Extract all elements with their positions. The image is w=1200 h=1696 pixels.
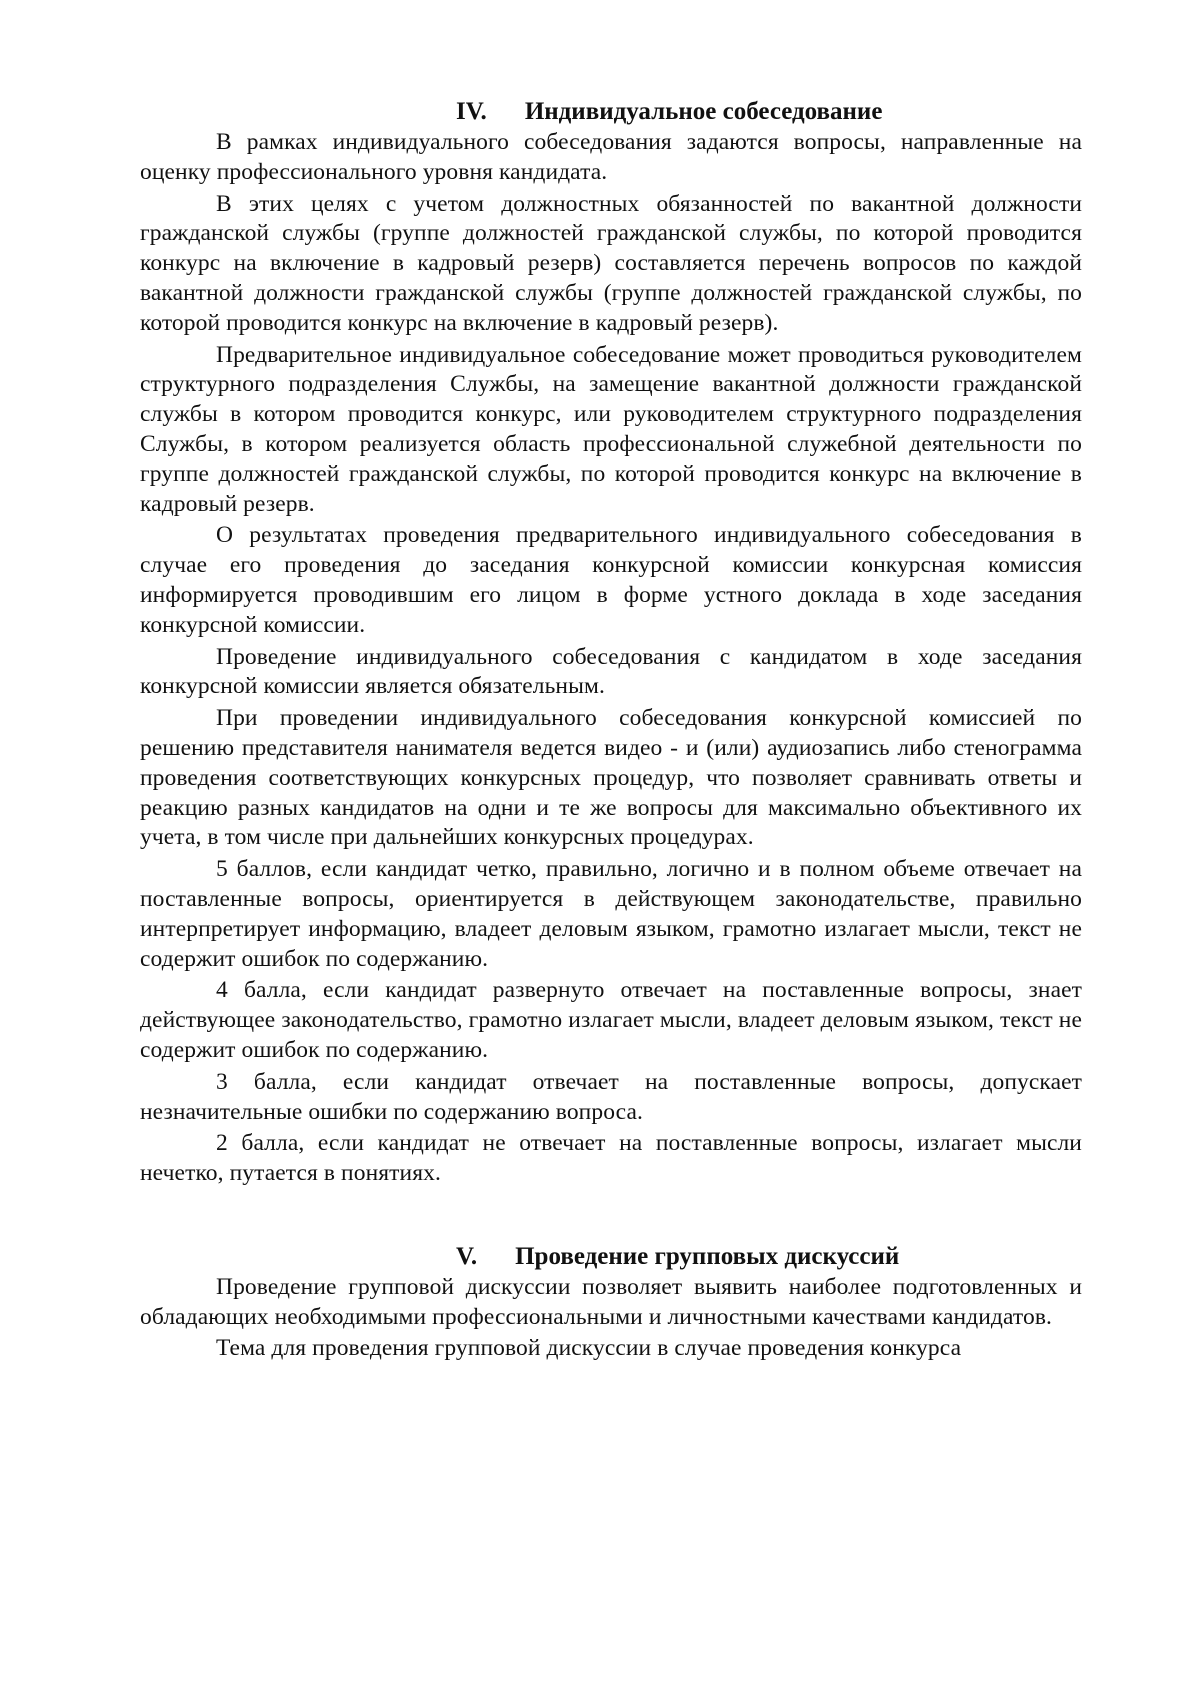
paragraph: О результатах проведения предварительного индивидуального собеседования в случае его проведения до заседания конкурсной комиссии конкурсная комиссия информируется проводившим его лицом в форме устного доклада в ходе заседания конкурсной комиссии. <box>140 522 1082 638</box>
section-4-heading <box>140 96 1082 128</box>
paragraph: Проведение групповой дискуссии позволяет выявить наиболее подготовленных и обладающих необходимыми профессиональными и личностными качествами кандидатов. <box>140 1273 1082 1330</box>
section-5-number: V. <box>456 1242 478 1270</box>
section-4-number: IV. <box>456 98 487 125</box>
paragraph: Тема для проведения групповой дискуссии в случае проведения конкурса <box>216 1335 962 1362</box>
score-2-paragraph: 2 балла, если кандидат не отвечает на поставленные вопросы, излагает мысли нечетко, путается в понятиях. <box>140 1130 1082 1187</box>
score-4-paragraph: 4 балла, если кандидат развернуто отвечает на поставленные вопросы, знает действующее законодательство, грамотно излагает мысли, владеет деловым языком, текст не содержит ошибок по содержанию. <box>140 977 1082 1063</box>
section-5-title: Проведение групповых дискуссий <box>515 1242 900 1270</box>
section-5-heading <box>140 1241 1082 1273</box>
paragraph: При проведении индивидуального собеседования конкурсной комиссией по решению представителя нанимателя ведется видео - и (или) аудиозапись либо стенограмма проведения соответствующих конкурсных процедур, что позволяет сравнивать ответы и реакцию разных кандидатов на одни и те же вопросы для максимально объективного их учета, в том числе при дальнейших конкурсных процедурах. <box>140 705 1082 851</box>
section-4-title: Индивидуальное собеседование <box>524 98 883 125</box>
paragraph: В рамках индивидуального собеседования задаются вопросы, направленные на оценку профессионального уровня кандидата. <box>140 129 1082 185</box>
paragraph: В этих целях с учетом должностных обязанностей по вакантной должности гражданской службы (группе должностей гражданской службы, по которой проводится конкурс на включение в кадровый резерв) составляется перечень вопросов по каждой вакантной должности гражданской службы (группе должностей гражданской службы, по которой проводится конкурс на включение в кадровый резерв). <box>140 190 1082 336</box>
score-3-paragraph: 3 балла, если кандидат отвечает на поставленные вопросы, допускает незначительные ошибки по содержанию вопроса. <box>140 1068 1082 1125</box>
paragraph: Проведение индивидуального собеседования с кандидатом в ходе заседания конкурсной комиссии является обязательным. <box>140 643 1082 700</box>
paragraph: Предварительное индивидуальное собеседование может проводиться руководителем структурного подразделения Службы, на замещение вакантной должности гражданской службы в котором проводится конкурс, или руководителем структурного подразделения Службы, в котором реализуется область профессиональной служебной деятельности по группе должностей гражданской службы, по которой проводится конкурс на включение в кадровый резерв. <box>140 341 1082 517</box>
score-5-paragraph: 5 баллов, если кандидат четко, правильно, логично и в полном объеме отвечает на поставленные вопросы, ориентируется в действующем законодательстве, правильно интерпретирует информацию, владеет деловым языком, грамотно излагает мысли, текст не содержит ошибок по содержанию. <box>140 856 1082 972</box>
